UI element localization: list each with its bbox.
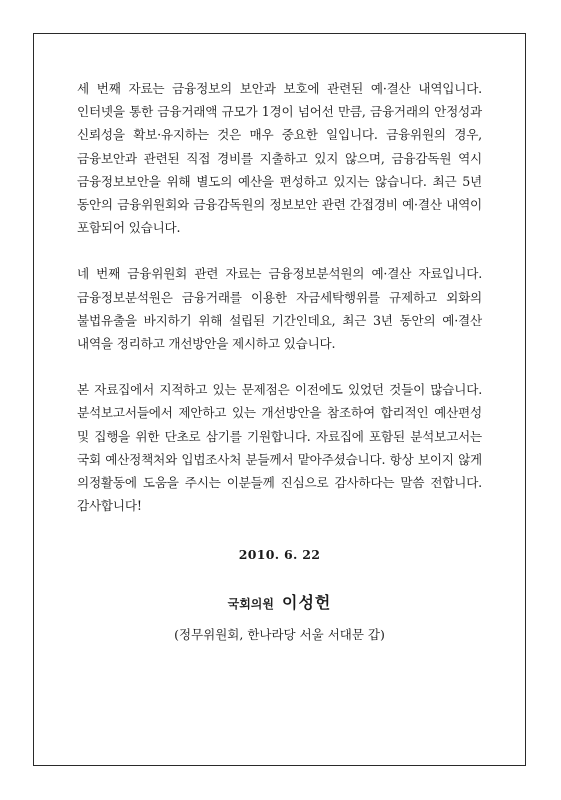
- signature-affiliation: (정무위원회, 한나라당 서울 서대문 갑): [174, 627, 385, 643]
- paragraph-fourth-material: 네 번째 금융위원회 관련 자료는 금융정보분석원의 예·결산 자료입니다. 금융정보분석원은 금융거래를 이용한 자금세탁행위를 규제하고 외화의 불법유출을 바지하기 위해 설립된 기간인데요, 최근 3년 동안의 예·결산 내역을 정리하고 개선방안을 제시하고 있습니다.: [77, 266, 482, 352]
- paragraph-third-material: 세 번째 자료는 금융정보의 보안과 보호에 관련된 예·결산 내역입니다. 인터넷을 통한 금융거래액 규모가 1경이 넘어선 만큼, 금융거래의 안정성과 신뢰성을 확보·유지하는 것은 매우 중요한 일입니다. 금융위원의 경우, 금융보안과 관련된 직접 경비를 지출하고 있지 않으며, 금융감독원 역시 금융정보보안을 위해 별도의 예산을 편성하고 있지는 않습니다. 최근 5년 동안의 금융위원회와 금융감독원의 정보보안 관련 간접경비 예·결산 내역이 포함되어 있습니다.: [77, 81, 482, 236]
- paragraph-closing: 본 자료집에서 지적하고 있는 문제점은 이전에도 있었던 것들이 많습니다. 분석보고서들에서 제안하고 있는 개선방안을 참조하여 합리적인 예산편성 및 집행을 위한 단초로 삼기를 기원합니다. 자료집에 포함된 분석보고서는 국회 예산정책처와 입법조사처 분들께서 맡아주셨습니다. 항상 보이지 않게 의정활동에 도움을 주시는 이분들께 진심으로 감사하다는 말씀 전합니다. 감사합니다!: [77, 382, 482, 514]
- document-body: [77, 77, 482, 643]
- document-date: 2010. 6. 22: [238, 547, 321, 563]
- signature-name: 이성헌: [282, 593, 332, 613]
- signature-role: 국회의원: [227, 597, 274, 612]
- signature: [77, 590, 482, 613]
